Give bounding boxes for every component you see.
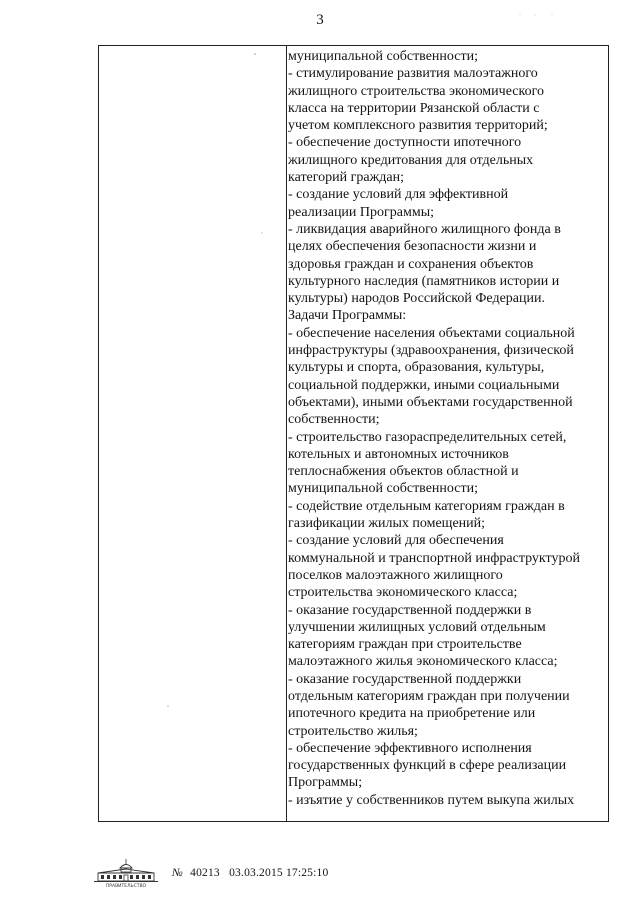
table-text-line: строительства экономического класса; [288,585,518,601]
table-text-line: - оказание государственной поддержки в [288,602,532,618]
table-text-line: малоэтажного жилья экономического класса; [288,654,558,670]
table-text-line: - строительство газораспределительных сетей, [288,429,567,445]
document-date: 03.03.2015 [229,867,283,879]
table-text-line: жилищного кредитования для отдельных [288,152,534,168]
table-text-line: класса на территории Рязанской области с [288,100,540,116]
table-text-line: - создание условий для эффективной [288,187,509,203]
table-text-line: улучшении жилищных условий отдельным [288,619,546,635]
registration-stamp [172,867,328,879]
table-text-line: - содействие отдельным категориям граждан в [288,498,565,514]
table-text-line: строительство жилья; [288,723,418,739]
table-text-line: культуры и спорта, образования, культуры, [288,360,545,376]
table-text-line: газификации жилых помещений; [288,516,486,532]
table-text-line: Программы; [288,775,363,791]
table-text-line: объектами), иными объектами государственной [288,394,573,410]
table-text-line: жилищного строительства экономического [288,83,544,99]
page-number: 3 [316,12,324,28]
number-sign: № [172,867,184,879]
table-text-line: муниципальной собственности; [288,481,478,497]
table-text-line: коммунальной и транспортной инфраструктурой [288,550,580,566]
table-text-line: здоровья граждан и сохранения объектов [288,256,534,272]
table-text-line: культуры) народов Российской Федерации. [288,291,545,307]
logo-caption: ПРАВИТЕЛЬСТВО [105,884,147,888]
table-text-line: поселков малоэтажного жилищного [288,567,503,583]
table-text-line: социальной поддержки, иными социальными [288,377,560,393]
table-text-line: собственности; [288,412,380,428]
table-text-line: категорий граждан; [288,170,404,186]
table-text-line: теплоснабжения объектов областной и [288,464,519,480]
table-text-line: - изъятие у собственников путем выкупа жилых [288,792,575,808]
document-footer [92,858,572,888]
document-time: 17:25:10 [285,867,329,879]
document-number: 40213 [190,867,220,879]
table-text-line: категориям граждан при строительстве [288,637,522,653]
table-text-line: учетом комплексного развития территорий; [288,118,548,134]
table-text-line: котельных и автономных источников [288,446,509,462]
table-text-line: - обеспечение доступности ипотечного [288,135,522,151]
table-text-line: - создание условий для обеспечения [288,533,504,549]
table-right-column [288,48,608,809]
table-text-line: - ликвидация аварийного жилищного фонда в [288,221,561,237]
table-text-line: - обеспечение эффективного исполнения [288,740,532,756]
table-column-divider [286,46,287,821]
table-text-line: инфраструктуры (здравоохранения, физической [288,343,574,359]
table-text-line: отдельным категориям граждан при получении [288,688,570,704]
passport-table [98,45,609,822]
table-text-line: реализации Программы; [288,204,435,220]
table-text-line: - оказание государственной поддержки [288,671,522,687]
table-text-line: - обеспечение населения объектами социальной [288,325,575,341]
table-text-line: Задачи Программы: [288,308,407,324]
table-text-line: муниципальной собственности; [288,49,478,64]
table-text-line: ипотечного кредита на приобретение или [288,706,536,722]
table-text-line: государственных функций в сфере реализации [288,758,567,774]
table-text-line: - стимулирование развития малоэтажного [288,66,538,82]
government-building-logo [92,858,160,888]
table-text-line: культурного наследия (памятников истории и [288,273,560,289]
table-text-line: целях обеспечения безопасности жизни и [288,239,537,255]
